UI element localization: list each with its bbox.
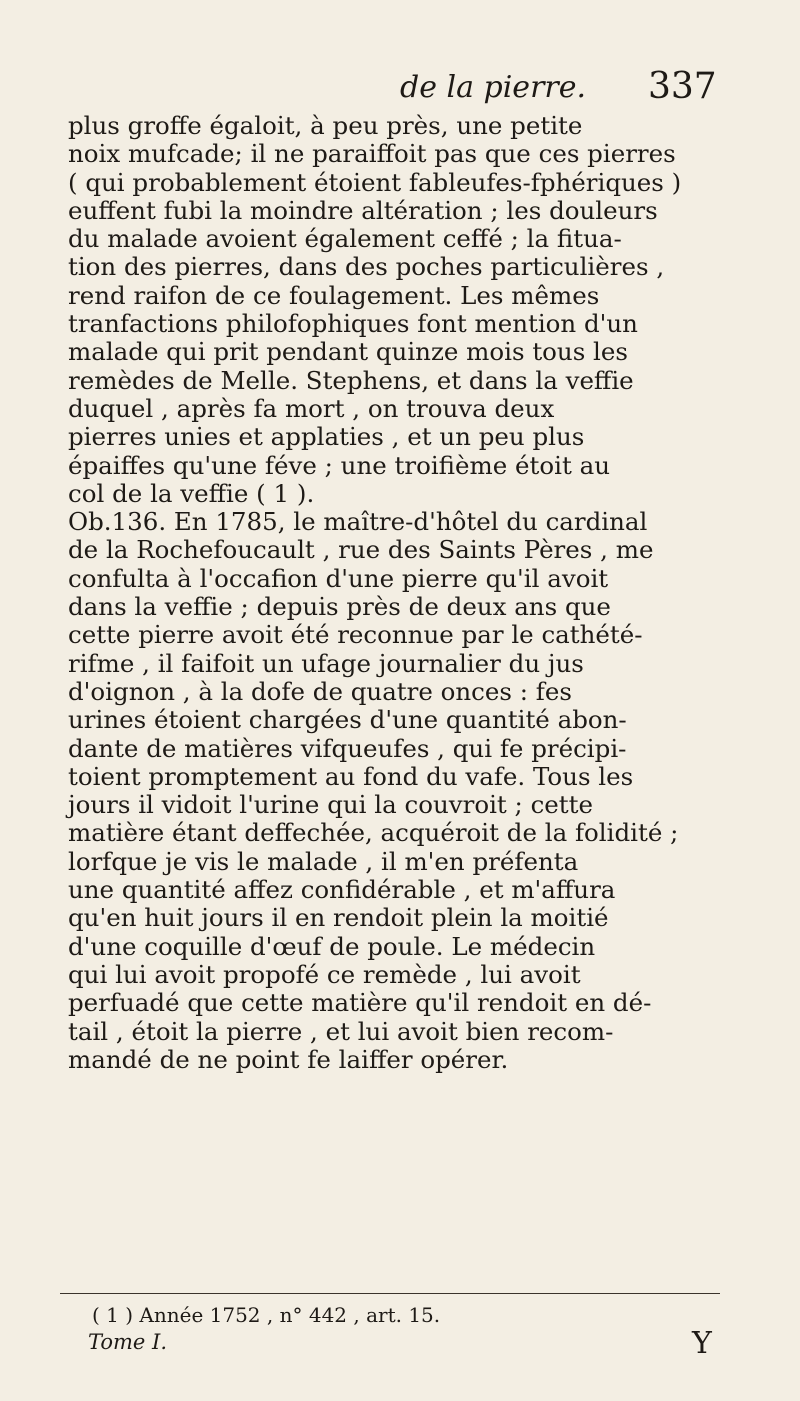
text-line: mandé de ne point fe laiffer opérer.: [68, 1044, 509, 1074]
text-line: malade qui prit pendant quinze mois tous les: [68, 337, 628, 367]
text-line: qui lui avoit propofé ce remède , lui avoit: [68, 959, 581, 989]
text-line: d'oignon , à la dofe de quatre onces : fes: [68, 676, 572, 706]
text-line: dans la veffie ; depuis près de deux ans que: [68, 592, 611, 622]
volume-signature: Tome I.: [88, 1330, 168, 1354]
body-text: [68, 112, 728, 1074]
text-line: Ob.136. En 1785, le maître-d'hôtel du cardinal: [68, 507, 648, 537]
text-line: tion des pierres, dans des poches particulières ,: [68, 252, 665, 282]
text-line: col de la veffie ( 1 ).: [68, 478, 315, 508]
running-title: de la pierre.: [400, 70, 587, 105]
text-line: du malade avoient également ceffé ; la fitua-: [68, 224, 622, 254]
text-line: une quantité affez confidérable , et m'affura: [68, 875, 616, 905]
text-line: épaiffes qu'une féve ; une troifième étoit au: [68, 450, 610, 480]
text-line: ( qui probablement étoient fableufes-fphériques ): [68, 167, 682, 197]
text-line: tranfactions philofophiques font mention d'un: [68, 309, 638, 339]
text-line: rifme , il faifoit un ufage journalier du jus: [68, 648, 584, 678]
page-number: 337: [648, 66, 717, 107]
text-line: urines étoient chargées d'une quantité abon-: [68, 705, 627, 735]
footnote-rule: [60, 1293, 720, 1294]
text-line: qu'en huit jours il en rendoit plein la moitié: [68, 903, 609, 933]
text-line: confulta à l'occafion d'une pierre qu'il avoit: [68, 563, 609, 593]
text-line: remèdes de Melle. Stephens, et dans la veffie: [68, 365, 634, 395]
text-line: euffent fubi la moindre altération ; les douleurs: [68, 195, 658, 225]
text-line: jours il vidoit l'urine qui la couvroit ; cette: [68, 790, 593, 820]
text-line: duquel , après fa mort , on trouva deux: [68, 393, 555, 423]
text-line: dante de matières vifqueufes , qui fe précipi-: [68, 733, 627, 763]
text-line: perfuadé que cette matière qu'il rendoit en dé-: [68, 988, 652, 1018]
text-line: d'une coquille d'œuf de poule. Le médecin: [68, 931, 596, 961]
text-line: noix mufcade; il ne paraiffoit pas que ces pierres: [68, 139, 676, 169]
text-line: tail , étoit la pierre , et lui avoit bien recom-: [68, 1016, 614, 1046]
text-line: pierres unies et applaties , et un peu plus: [68, 422, 585, 452]
text-line: plus groffe égaloit, à peu près, une petite: [68, 111, 583, 140]
text-line: toient promptement au fond du vafe. Tous les: [68, 761, 634, 791]
text-line: cette pierre avoit été reconnue par le cathété-: [68, 620, 643, 650]
text-line: lorfque je vis le malade , il m'en préfenta: [68, 846, 579, 876]
text-line: matière étant deffechée, acquéroit de la folidité ;: [68, 818, 679, 848]
text-line: rend raifon de ce foulagement. Les mêmes: [68, 280, 600, 310]
footnote: ( 1 ) Année 1752 , n° 442 , art. 15.: [92, 1303, 441, 1327]
gathering-mark: Y: [692, 1326, 712, 1361]
text-line: de la Rochefoucault , rue des Saints Pères , me: [68, 535, 654, 565]
